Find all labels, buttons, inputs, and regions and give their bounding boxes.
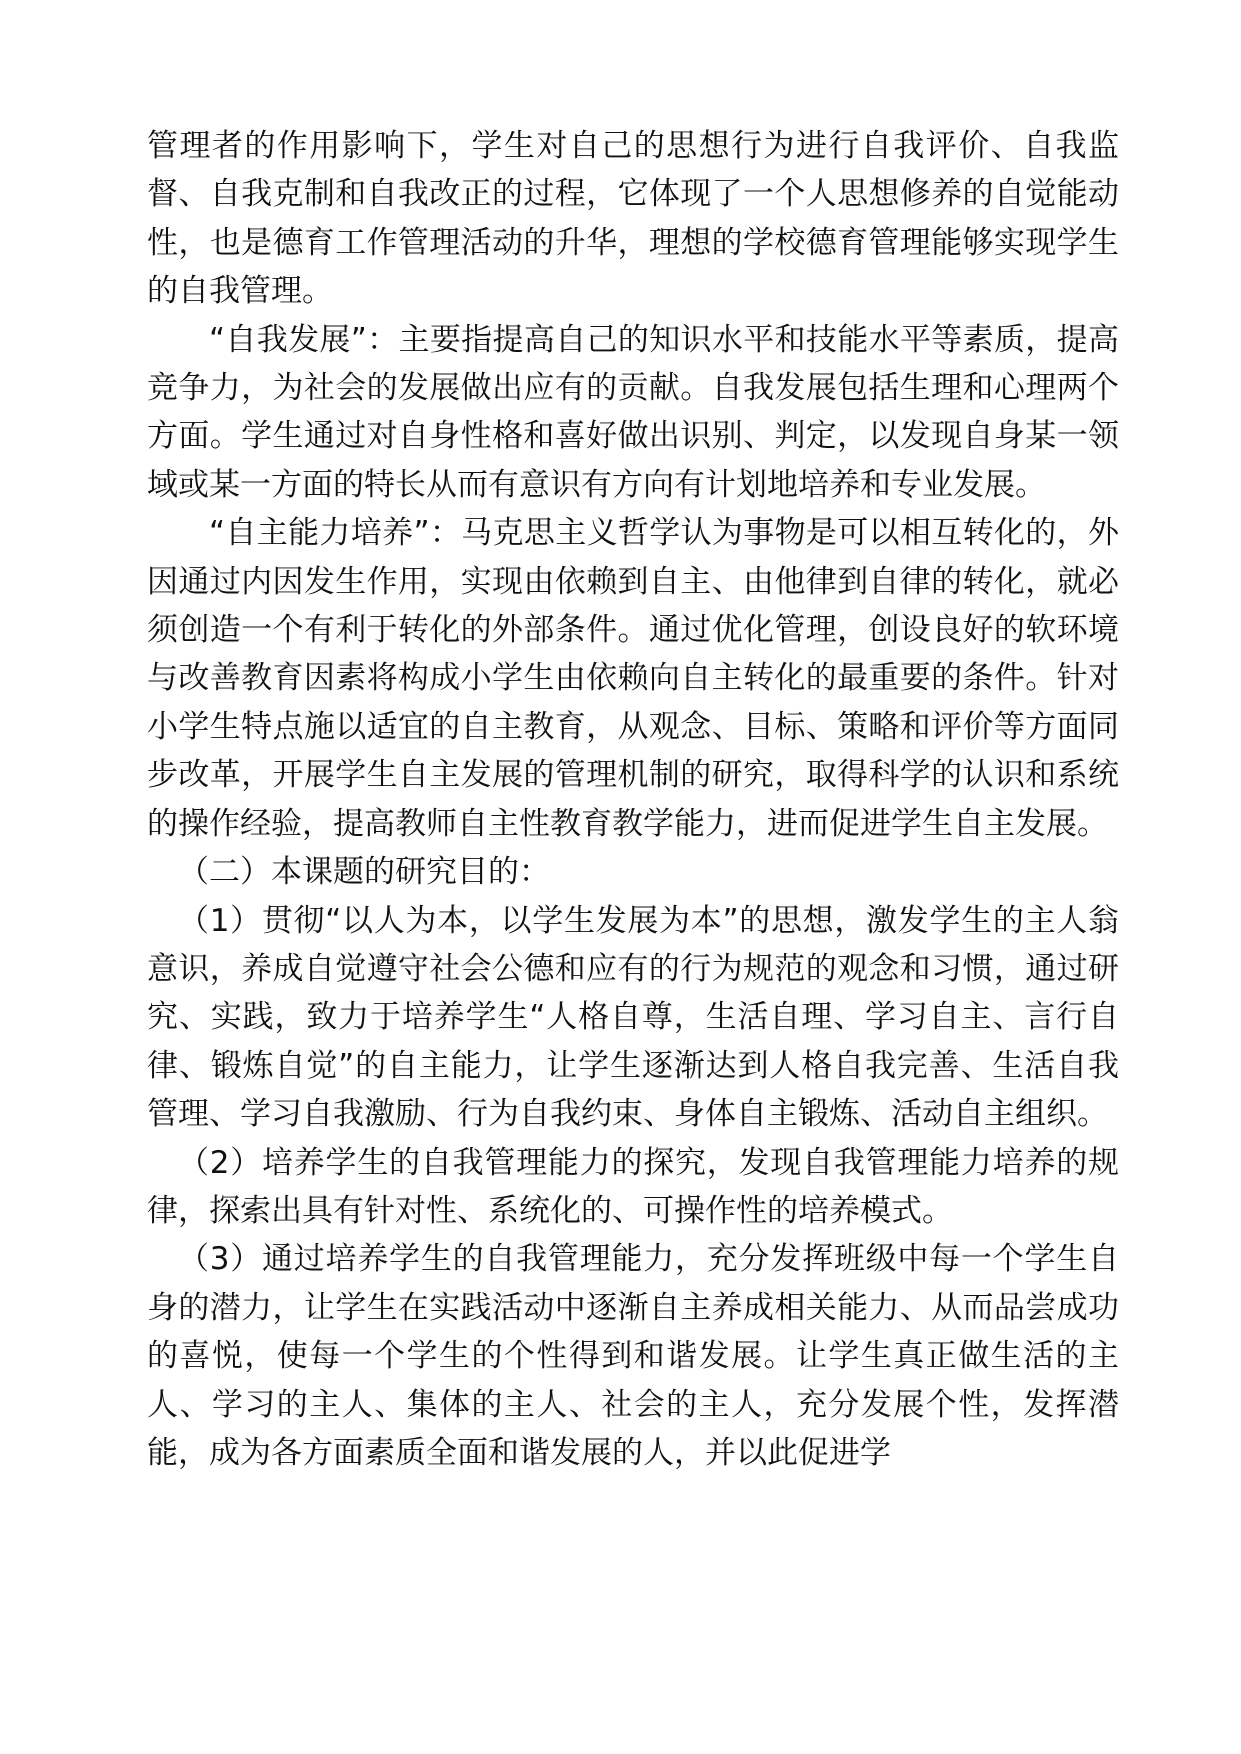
paragraph-autonomy-training: “自主能力培养”：马克思主义哲学认为事物是可以相互转化的，外因通过内因发生作用，实现由依赖到自主、由他律到自律的转化，就必须创造一个有利于转化的外部条件。通过优化管理，创设良好的软环境与改善教育因素将构成小学生由依赖向自主转化的最重要的条件。针对小学生特点施以适宜的自主教育，从观念、目标、策略和评价等方面同步改革，开展学生自主发展的管理机制的研究，取得科学的认识和系统的操作经验，提高教师自主性教育教学能力，进而促进学生自主发展。 (147, 515, 1119, 842)
paragraph-goal-1: （1）贯彻“以人为本，以学生发展为本”的思想，激发学生的主人翁意识，养成自觉遵守社会公德和应有的行为规范的观念和习惯，通过研究、实践，致力于培养学生“人格自尊，生活自理、学习自主、言行自律、锻炼自觉”的自主能力，让学生逐渐达到人格自我完善、生活自我管理、学习自我激励、行为自我约束、身体自主锻炼、活动自主组织。 (147, 902, 1119, 1133)
heading-research-goals: （二）本课题的研究目的： (178, 854, 550, 891)
paragraph-goal-3: （3）通过培养学生的自我管理能力，充分发挥班级中每一个学生自身的潜力，让学生在实践活动中逐渐自主养成相关能力、从而品尝成功的喜悦，使每一个学生的个性得到和谐发展。让学生真正做生活的主人、学习的主人、集体的主人、社会的主人，充分发展个性，发挥潜能，成为各方面素质全面和谐发展的人，并以此促进学 (147, 1241, 1119, 1471)
paragraph-self-development: “自我发展”：主要指提高自己的知识水平和技能水平等素质，提高竞争力，为社会的发展做出应有的贡献。自我发展包括生理和心理两个方面。学生通过对自身性格和喜好做出识别、判定，以发现自身某一领域或某一方面的特长从而有意识有方向有计划地培养和专业发展。 (147, 321, 1119, 503)
document-page (147, 122, 1119, 1477)
paragraph-goal-2: （2）培养学生的自我管理能力的探究，发现自我管理能力培养的规律，探索出具有针对性、系统化的、可操作性的培养模式。 (147, 1144, 1119, 1229)
paragraph-self-management-continued: 管理者的作用影响下，学生对自己的思想行为进行自我评价、自我监督、自我克制和自我改正的过程，它体现了一个人思想修养的自觉能动性，也是德育工作管理活动的升华，理想的学校德育管理能够实现学生的自我管理。 (147, 128, 1119, 310)
